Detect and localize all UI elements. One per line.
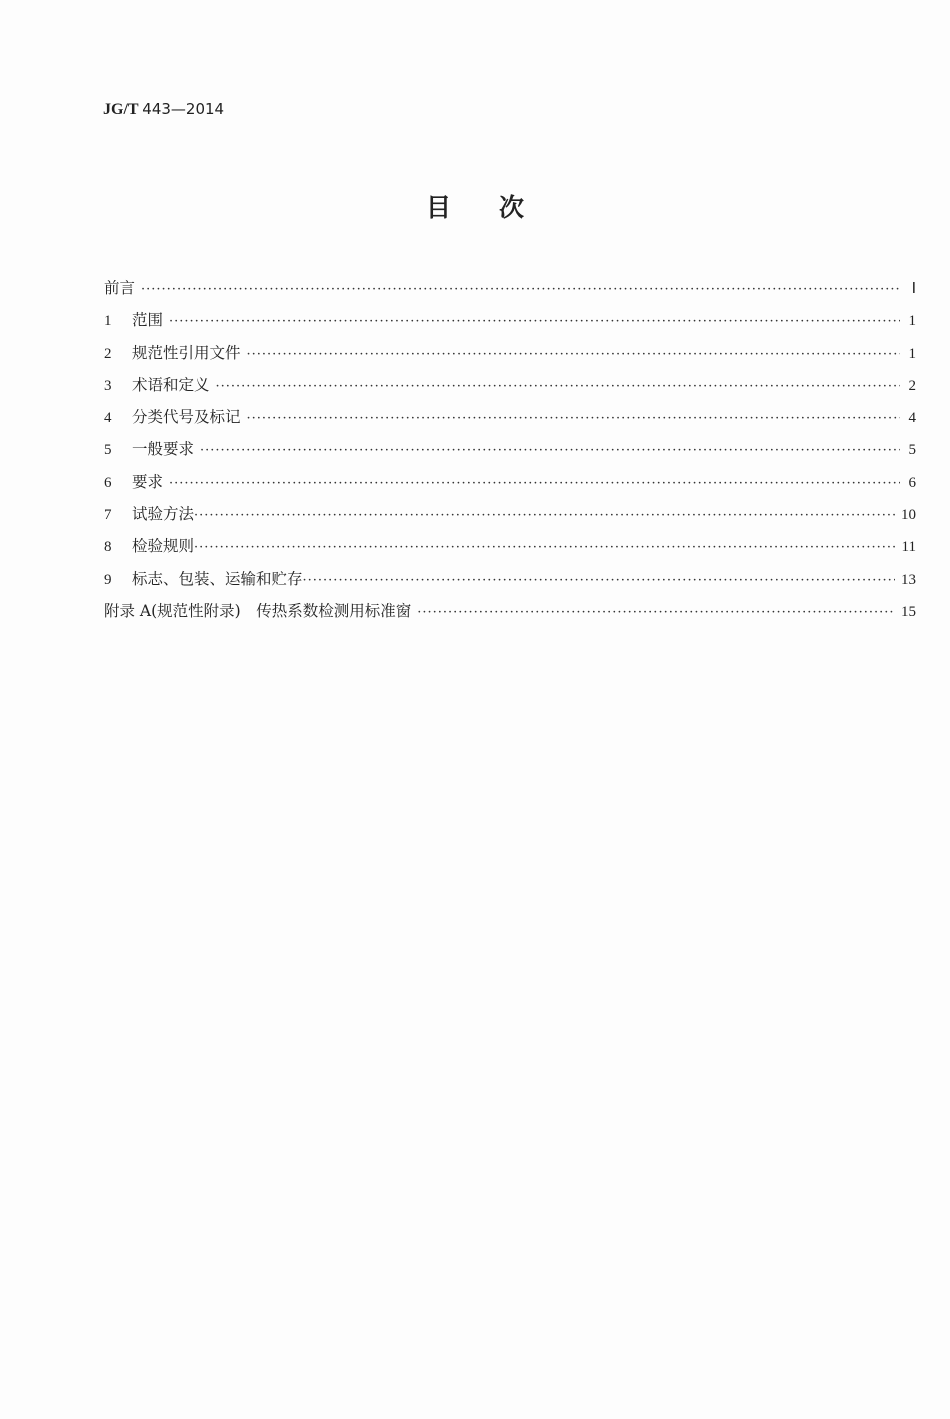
toc-number: 2 — [104, 345, 112, 362]
toc-entry-2[interactable] — [104, 340, 916, 372]
toc-leader — [169, 471, 900, 497]
toc-page: 1 — [908, 345, 916, 362]
toc-entry-6[interactable] — [104, 469, 916, 501]
toc-label: 附录 A(规范性附录) 传热系数检测用标准窗 — [104, 601, 412, 620]
toc-number: 7 — [104, 507, 112, 524]
toc-page: 4 — [908, 410, 916, 427]
toc-leader — [303, 568, 895, 594]
toc-label: 标志、包装、运输和贮存 — [132, 569, 303, 588]
toc-page: 15 — [901, 603, 916, 620]
toc-label: 规范性引用文件 — [132, 343, 241, 362]
toc-leader — [417, 600, 895, 626]
toc-label: 范围 — [132, 311, 164, 330]
toc-number: 3 — [104, 377, 112, 394]
toc-page: 13 — [901, 571, 916, 588]
toc-entry-appendix-a[interactable] — [104, 598, 916, 630]
toc-page: Ⅰ — [911, 281, 916, 297]
toc-leader — [169, 309, 900, 335]
toc-label: 分类代号及标记 — [132, 408, 241, 427]
standard-number: 443—2014 — [142, 100, 225, 118]
toc-label: 要求 — [132, 472, 164, 491]
toc-number: 8 — [104, 539, 112, 556]
toc-label: 前言 — [104, 279, 136, 297]
toc-leader — [141, 277, 900, 303]
toc-leader — [247, 406, 900, 432]
toc-label: 试验方法 — [132, 505, 195, 524]
toc-page: 10 — [901, 507, 916, 524]
toc-leader — [194, 535, 896, 561]
toc-entry-7[interactable] — [104, 501, 916, 533]
table-of-contents — [104, 275, 916, 630]
toc-entry-3[interactable] — [104, 372, 916, 404]
toc-number: 5 — [104, 442, 112, 459]
toc-entry-5[interactable] — [104, 436, 916, 468]
toc-entry-1[interactable] — [104, 307, 916, 339]
standard-code — [103, 100, 224, 119]
toc-page: 11 — [901, 539, 916, 556]
toc-number: 9 — [104, 571, 112, 588]
toc-page: 1 — [908, 313, 916, 330]
toc-entry-4[interactable] — [104, 404, 916, 436]
toc-leader — [216, 374, 900, 400]
toc-number: 6 — [104, 474, 112, 491]
toc-entry-8[interactable] — [104, 533, 916, 565]
toc-number: 4 — [104, 410, 112, 427]
toc-label: 检验规则 — [132, 537, 195, 556]
toc-entry-foreword[interactable] — [104, 275, 916, 307]
toc-label: 一般要求 — [132, 440, 195, 459]
toc-leader — [194, 503, 895, 529]
standard-prefix: JG/T — [103, 101, 139, 118]
toc-entry-9[interactable] — [104, 566, 916, 598]
toc-number: 1 — [104, 313, 112, 330]
page-title: 目次 — [425, 193, 572, 222]
toc-leader — [247, 342, 900, 368]
toc-page: 5 — [908, 442, 916, 459]
toc-page: 6 — [908, 474, 916, 491]
toc-label: 术语和定义 — [132, 375, 210, 394]
toc-page: 2 — [908, 377, 916, 394]
toc-leader — [200, 438, 900, 464]
